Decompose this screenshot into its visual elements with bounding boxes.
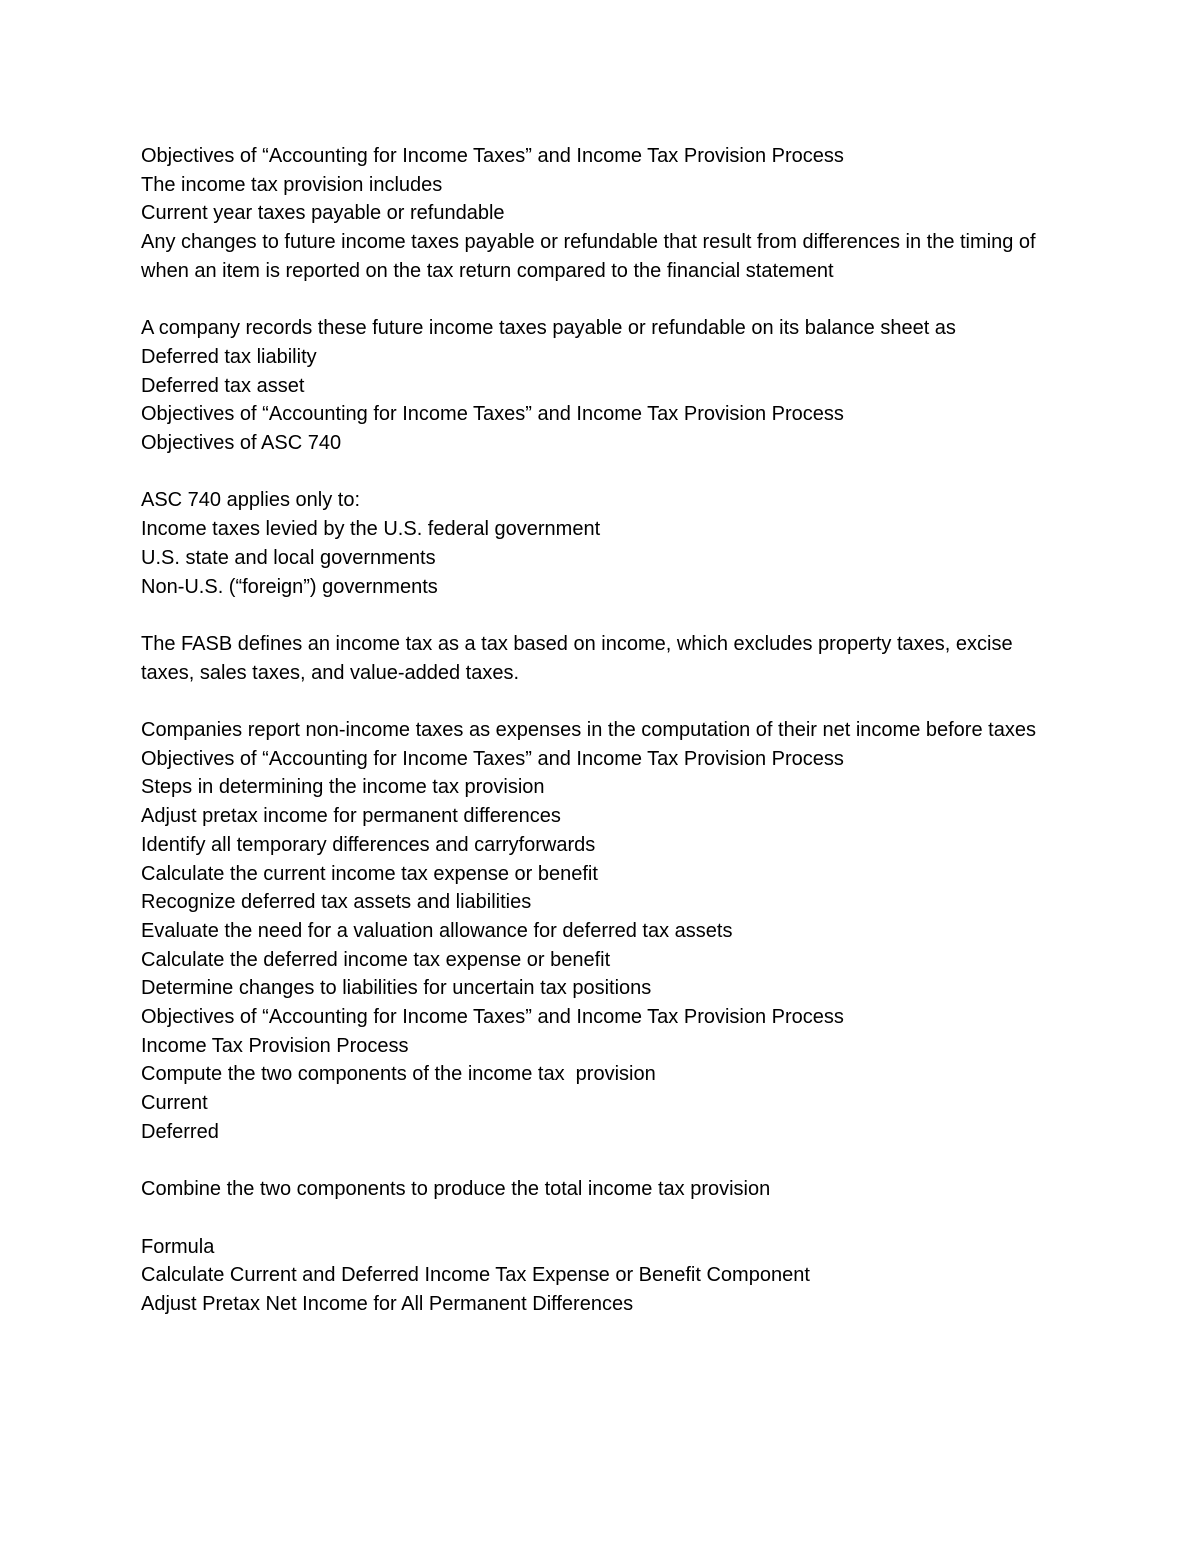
text-line: ASC 740 applies only to: (141, 489, 361, 512)
text-line: Steps in determining the income tax provision (141, 776, 545, 799)
blank-line (141, 1204, 1071, 1233)
text-line: Calculate the deferred income tax expense or benefit (141, 948, 611, 971)
text-line: A company records these future income taxes payable or refundable on its balance sheet as (141, 317, 956, 340)
text-line: Current year taxes payable or refundable (141, 202, 505, 225)
text-line: Current (141, 1092, 208, 1115)
text-line: Objectives of “Accounting for Income Taxes” and Income Tax Provision Process (141, 747, 844, 770)
text-line: U.S. state and local governments (141, 546, 436, 569)
text-line: Formula (141, 1235, 215, 1258)
text-line: Determine changes to liabilities for uncertain tax positions (141, 977, 652, 1000)
text-line: Evaluate the need for a valuation allowance for deferred tax assets (141, 919, 733, 942)
text-line: Compute the two components of the income tax provision (141, 1063, 656, 1086)
blank-line (141, 286, 1071, 315)
blank-line (141, 458, 1071, 487)
text-line: Objectives of “Accounting for Income Taxes” and Income Tax Provision Process (141, 1006, 844, 1029)
text-line: Adjust Pretax Net Income for All Permanent Differences (141, 1293, 634, 1316)
blank-line (141, 1147, 1071, 1176)
blank-line (141, 687, 1071, 716)
text-line: Calculate Current and Deferred Income Tax Expense or Benefit Component (141, 1264, 810, 1287)
text-line: Deferred tax asset (141, 374, 305, 397)
text-line: Adjust pretax income for permanent differences (141, 805, 561, 828)
text-line: Recognize deferred tax assets and liabilities (141, 891, 532, 914)
text-line: Objectives of “Accounting for Income Taxes” and Income Tax Provision Process (141, 403, 844, 426)
text-line: Income Tax Provision Process (141, 1034, 409, 1057)
blank-line (141, 601, 1071, 630)
text-line: Deferred tax liability (141, 345, 317, 368)
text-line: Non-U.S. (“foreign”) governments (141, 575, 438, 598)
document-body (141, 142, 1071, 1319)
text-line: Income taxes levied by the U.S. federal government (141, 518, 601, 541)
text-line: The FASB defines an income tax as a tax based on income, which excludes property taxes, excise taxes, sales taxes, and value-added taxes. (141, 632, 1019, 684)
text-line: The income tax provision includes (141, 173, 443, 196)
text-line: Combine the two components to produce the total income tax provision (141, 1178, 771, 1201)
text-line: Any changes to future income taxes payable or refundable that result from differences in the timing of when an item is reported on the tax return compared to the financial statement (141, 231, 1042, 282)
text-line: Objectives of ASC 740 (141, 432, 342, 455)
text-line: Calculate the current income tax expense or benefit (141, 862, 598, 885)
text-line: Deferred (141, 1120, 219, 1143)
text-line: Companies report non-income taxes as expenses in the computation of their net income before taxes (141, 719, 1036, 741)
text-line: Identify all temporary differences and carryforwards (141, 833, 596, 856)
text-line: Objectives of “Accounting for Income Taxes” and Income Tax Provision Process (141, 145, 844, 167)
